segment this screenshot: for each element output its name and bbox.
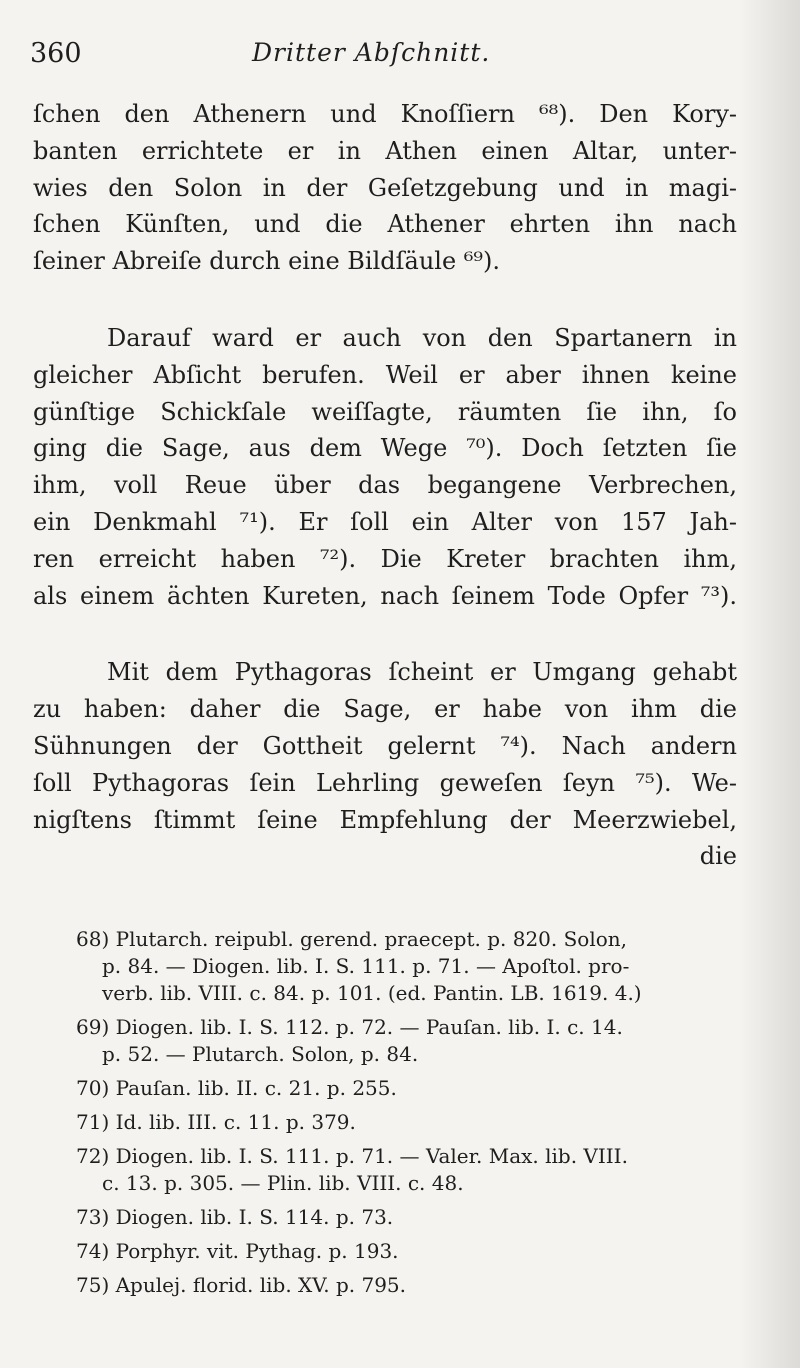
text-line: Darauf ward er auch von den Spartanern in bbox=[107, 323, 737, 352]
footnotes bbox=[76, 926, 766, 1306]
footnote-line: p. 52. — Plutarch. Solon, p. 84. bbox=[102, 1042, 419, 1066]
footnote-line: 70) Pauſan. lib. II. c. 21. p. 255. bbox=[76, 1076, 397, 1100]
page-number: 360 bbox=[30, 38, 82, 69]
text-line: ſchen den Athenern und Knoſſiern ⁶⁸). Den Kory- bbox=[33, 100, 737, 128]
text-line: als einem ächten Kureten, nach ſeinem Tode Opfer ⁷³). bbox=[33, 581, 737, 610]
text-line: wies den Solon in der Geſetzgebung und in magi- bbox=[33, 173, 737, 202]
text-line: ihm, voll Reue über das begangene Verbrechen, bbox=[33, 471, 737, 500]
footnote-70 bbox=[76, 1075, 766, 1102]
text-line: nigſtens ſtimmt ſeine Empfehlung der Meerzwiebel, bbox=[33, 805, 737, 834]
footnote-75 bbox=[76, 1272, 766, 1299]
footnote-68 bbox=[76, 926, 766, 1007]
footnote-line: c. 13. p. 305. — Plin. lib. VIII. c. 48. bbox=[102, 1171, 464, 1195]
page-header bbox=[30, 38, 750, 82]
running-title: Dritter Abſchnitt. bbox=[252, 38, 491, 67]
footnote-line: 68) Plutarch. reipubl. gerend. praecept. p. 820. Solon, bbox=[76, 927, 628, 951]
footnote-line: 69) Diogen. lib. I. S. 112. p. 72. — Pauſan. lib. I. c. 14. bbox=[76, 1015, 623, 1039]
footnote-line: 74) Porphyr. vit. Pythag. p. 193. bbox=[76, 1239, 399, 1263]
text-line: ging die Sage, aus dem Wege ⁷⁰). Doch ſetzten ſie bbox=[33, 434, 737, 463]
text-line: Sühnungen der Gottheit gelernt ⁷⁴). Nach andern bbox=[33, 731, 737, 760]
footnote-73 bbox=[76, 1204, 766, 1231]
footnote-line: 75) Apulej. florid. lib. XV. p. 795. bbox=[76, 1273, 406, 1297]
text-line: günſtige Schickſale weiſſagte, räumten ſie ihn, ſo bbox=[33, 397, 737, 426]
footnote-71 bbox=[76, 1109, 766, 1136]
paragraph-3 bbox=[33, 654, 737, 875]
text-line: zu haben: daher die Sage, er habe von ihm die bbox=[33, 695, 737, 724]
paragraph-1 bbox=[33, 96, 737, 280]
text-line: Mit dem Pythagoras ſcheint er Umgang gehabt bbox=[107, 658, 737, 687]
text-line: ſeiner Abreiſe durch eine Bildſäule ⁶⁹). bbox=[33, 247, 501, 276]
text-line: ſoll Pythagoras ſein Lehrling geweſen ſeyn ⁷⁵). We- bbox=[33, 768, 737, 797]
text-line: gleicher Abſicht berufen. Weil er aber ihnen keine bbox=[33, 360, 737, 389]
footnote-line: verb. lib. VIII. c. 84. p. 101. (ed. Pantin. LB. 1619. 4.) bbox=[102, 981, 642, 1005]
footnote-line: p. 84. — Diogen. lib. I. S. 111. p. 71. — Apoſtol. pro- bbox=[102, 954, 630, 978]
text-line: ren erreicht haben ⁷²). Die Kreter brachten ihm, bbox=[33, 544, 737, 573]
main-text bbox=[33, 96, 737, 875]
footnote-line: 71) Id. lib. III. c. 11. p. 379. bbox=[76, 1110, 356, 1134]
catchword: die bbox=[699, 842, 737, 871]
paragraph-2 bbox=[33, 320, 737, 614]
text-line: ein Denkmahl ⁷¹). Er ſoll ein Alter von 157 Jah- bbox=[33, 507, 737, 536]
text-line: banten errichtete er in Athen einen Altar, unter- bbox=[33, 136, 737, 165]
text-line: ſchen Künſten, und die Athener ehrten ihn nach bbox=[33, 210, 737, 239]
footnote-line: 72) Diogen. lib. I. S. 111. p. 71. — Valer. Max. lib. VIII. bbox=[76, 1144, 628, 1168]
footnote-69 bbox=[76, 1014, 766, 1068]
footnote-74 bbox=[76, 1238, 766, 1265]
footnote-line: 73) Diogen. lib. I. S. 114. p. 73. bbox=[76, 1205, 394, 1229]
footnote-72 bbox=[76, 1143, 766, 1197]
